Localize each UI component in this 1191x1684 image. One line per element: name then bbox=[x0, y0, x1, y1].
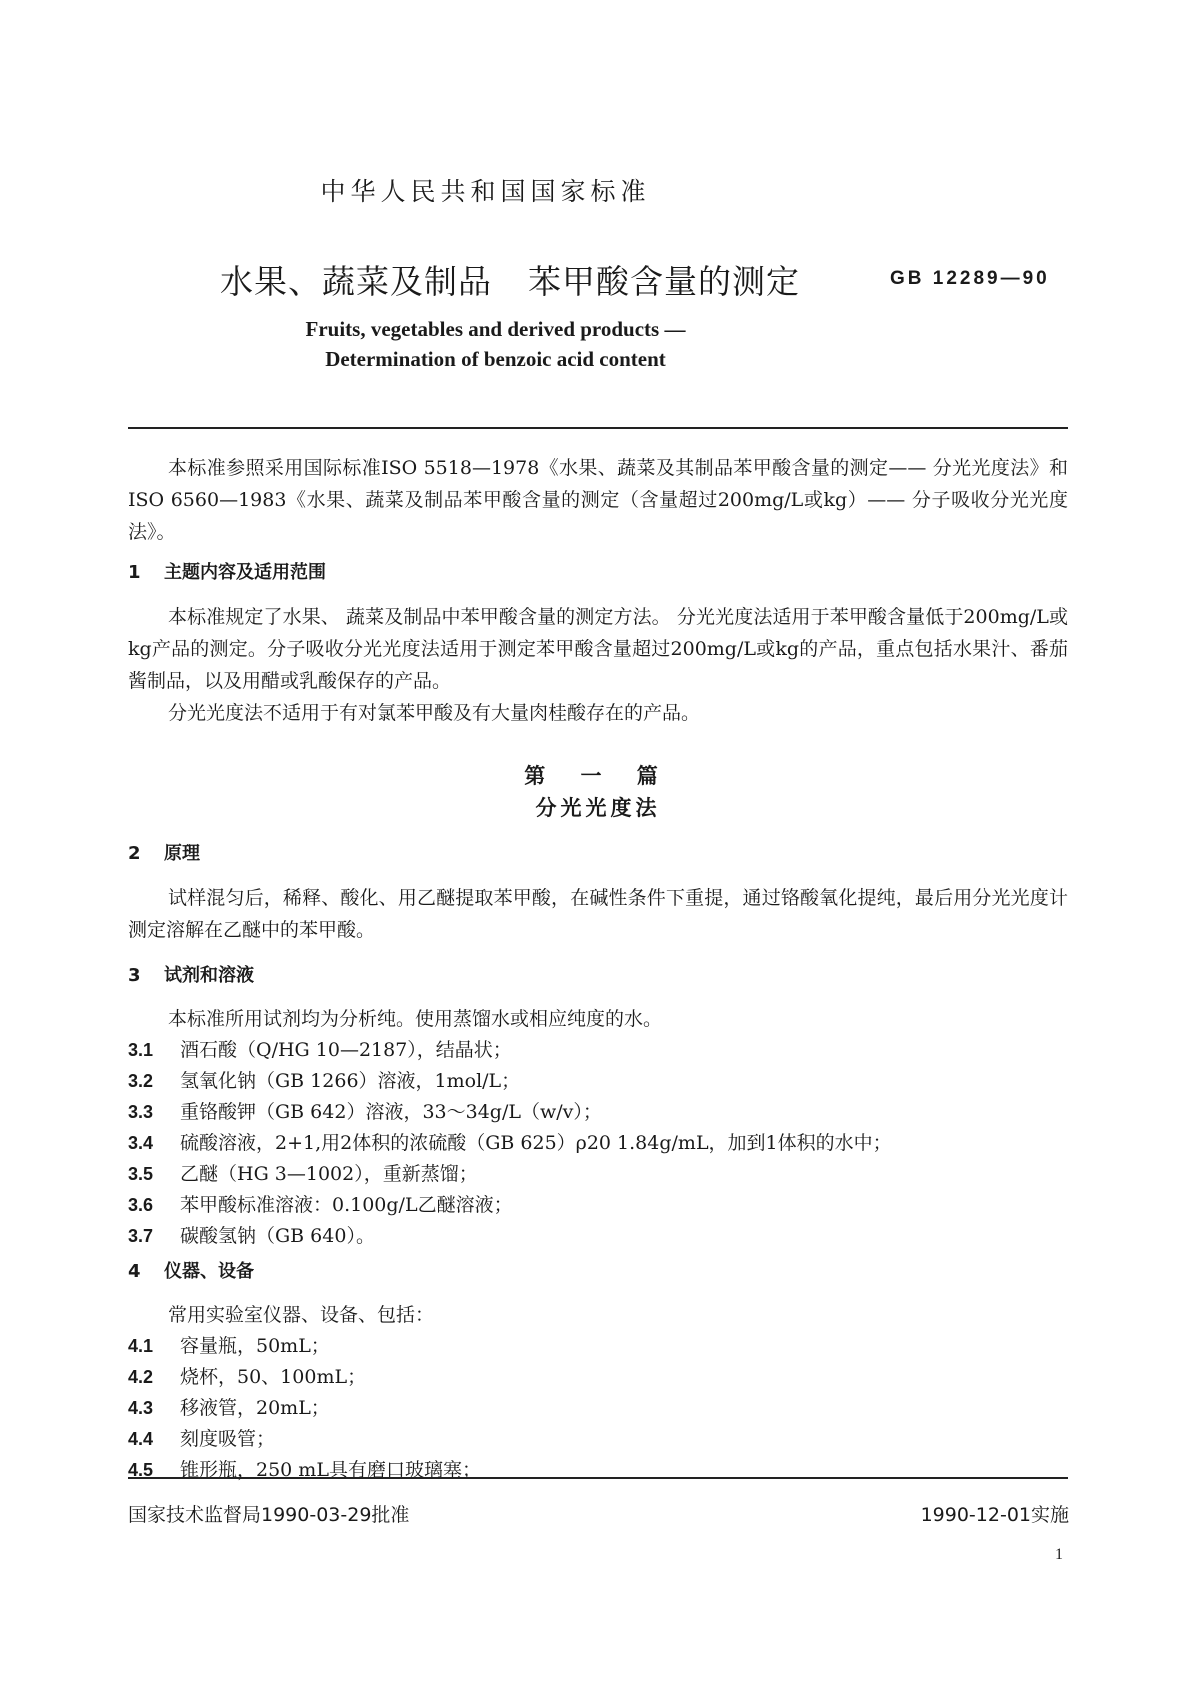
part-title: 第 一 篇 bbox=[524, 764, 672, 788]
title-en-line1: Fruits, vegetables and derived products — bbox=[305, 317, 686, 341]
section-2-heading bbox=[128, 838, 1068, 870]
reagent-item: 3.5 乙醚（HG 3—1002），重新蒸馏； bbox=[128, 1163, 478, 1185]
section-2-number: 2 bbox=[128, 843, 141, 864]
intro-block bbox=[128, 452, 1068, 548]
implementation-date: 1990-12-01实施 bbox=[920, 1504, 1069, 1526]
section-2-title: 原理 bbox=[164, 843, 200, 864]
section-3-title: 试剂和溶液 bbox=[164, 965, 254, 986]
title-en-line2: Determination of benzoic acid content bbox=[325, 347, 666, 371]
standard-code: GB 12289—90 bbox=[890, 268, 1050, 289]
section-4-number: 4 bbox=[128, 1261, 141, 1282]
reagent-item: 3.4 硫酸溶液，2+1,用2体积的浓硫酸（GB 625）ρ20 1.84g/mL，加到1体积的水中； bbox=[128, 1132, 892, 1154]
equipment-item: 4.2 烧杯，50、100mL； bbox=[128, 1366, 367, 1388]
section-2-body bbox=[128, 882, 1068, 946]
section-1-heading bbox=[128, 557, 1068, 589]
equipment-item: 4.4 刻度吸管； bbox=[128, 1428, 276, 1450]
section-2 bbox=[128, 838, 1068, 870]
section-3 bbox=[128, 960, 1068, 992]
section-1-number: 1 bbox=[128, 562, 141, 583]
section-1-title: 主题内容及适用范围 bbox=[164, 562, 326, 583]
document-title-en bbox=[0, 314, 1091, 374]
reagent-item: 3.2 氢氧化钠（GB 1266）溶液，1mol/L； bbox=[128, 1070, 521, 1092]
section-3-body bbox=[128, 1004, 1068, 1252]
equipment-item: 4.3 移液管，20mL； bbox=[128, 1397, 330, 1419]
section-4-title: 仪器、设备 bbox=[164, 1261, 254, 1282]
section-4 bbox=[128, 1256, 1068, 1288]
section-1 bbox=[128, 557, 1068, 589]
approval-date: 国家技术监督局1990-03-29批准 bbox=[128, 1504, 410, 1526]
section-1-body bbox=[128, 601, 1068, 729]
national-standard-header: 中华人民共和国国家标准 bbox=[320, 177, 651, 206]
section-1-paragraph-1: 本标准规定了水果、 蔬菜及制品中苯甲酸含量的测定方法。 分光光度法适用于苯甲酸含量低于200mg/L或kg产品的测定。分子吸收分光光度法适用于测定苯甲酸含量超过200mg/L或kg的产品，重点包括水果汁、番茄酱制品，以及用醋或乳酸保存的产品。 bbox=[128, 606, 1068, 692]
part-1-header bbox=[128, 760, 1068, 824]
section-4-paragraph-1: 常用实验室仪器、设备、包括： bbox=[168, 1304, 435, 1326]
equipment-item: 4.1 容量瓶，50mL； bbox=[128, 1335, 330, 1357]
section-3-number: 3 bbox=[128, 965, 141, 986]
reagent-item: 3.1 酒石酸（Q/HG 10—2187），结晶状； bbox=[128, 1039, 512, 1061]
document-title-cn bbox=[220, 256, 800, 303]
page-number: 1 bbox=[1055, 1546, 1063, 1563]
section-4-body bbox=[128, 1300, 1068, 1486]
title-cn-part1: 水果、蔬菜及制品 bbox=[220, 262, 492, 301]
reagent-item: 3.7 碳酸氢钠（GB 640）。 bbox=[128, 1225, 375, 1247]
title-cn-part2: 苯甲酸含量的测定 bbox=[528, 262, 800, 301]
section-2-paragraph-1: 试样混匀后，稀释、酸化、用乙醚提取苯甲酸，在碱性条件下重提，通过铬酸氧化提纯，最后用分光光度计测定溶解在乙醚中的苯甲酸。 bbox=[128, 887, 1068, 941]
footer-divider bbox=[128, 1477, 1068, 1479]
section-4-heading bbox=[128, 1256, 1068, 1288]
intro-paragraph: 本标准参照采用国际标准ISO 5518—1978《水果、蔬菜及其制品苯甲酸含量的测定—— 分光光度法》和ISO 6560—1983《水果、蔬菜及制品苯甲酸含量的测定（含量超过200mg/L或kg）—— 分子吸收分光光度法》。 bbox=[128, 457, 1068, 543]
reagent-item: 3.6 苯甲酸标准溶液：0.100g/L乙醚溶液； bbox=[128, 1194, 513, 1216]
section-1-paragraph-2: 分光光度法不适用于有对氯苯甲酸及有大量肉桂酸存在的产品。 bbox=[168, 702, 701, 724]
part-subtitle: 分光光度法 bbox=[535, 796, 661, 820]
header-divider bbox=[128, 427, 1068, 429]
section-3-paragraph-1: 本标准所用试剂均为分析纯。使用蒸馏水或相应纯度的水。 bbox=[168, 1008, 663, 1030]
reagent-item: 3.3 重铬酸钾（GB 642）溶液，33～34g/L（w/v）； bbox=[128, 1101, 602, 1123]
section-3-heading bbox=[128, 960, 1068, 992]
equipment-item: 4.5 锥形瓶，250 mL具有磨口玻璃塞； bbox=[128, 1459, 481, 1481]
